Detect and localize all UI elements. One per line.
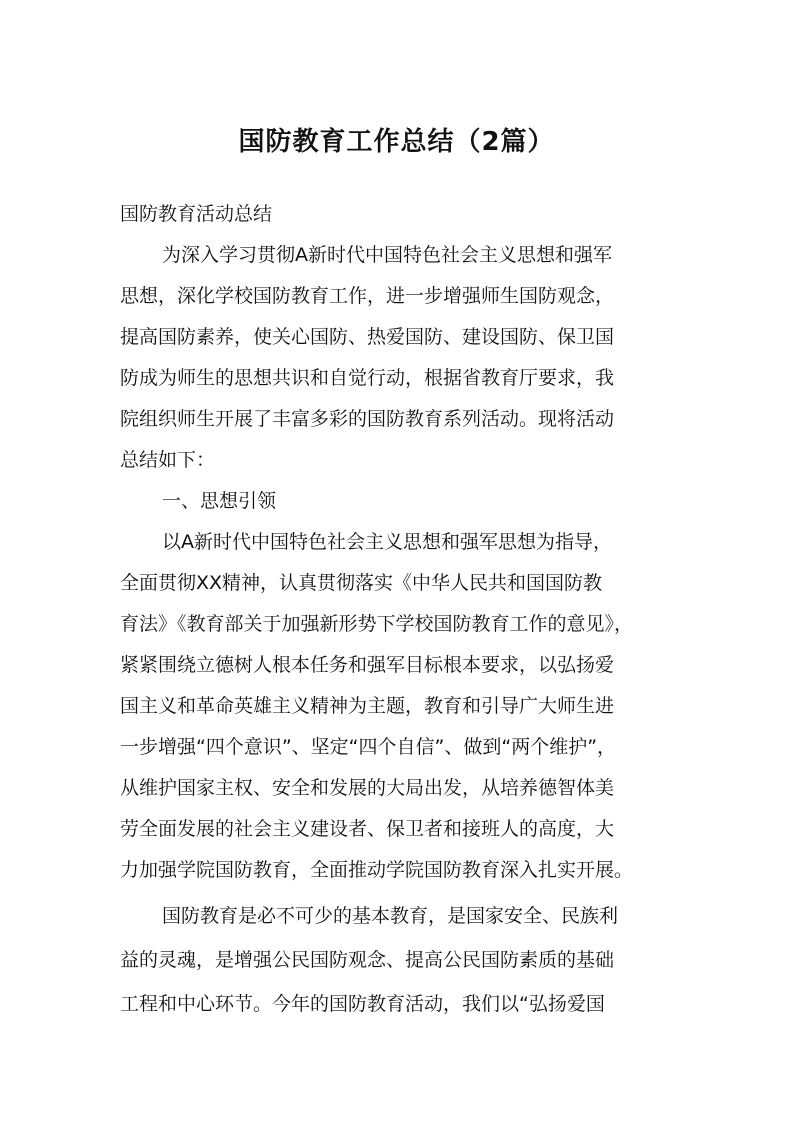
paragraph-line: 力加强学院国防教育，全面推动学院国防教育深入扎实开展。 [120,859,634,881]
paragraph-line: 以A新时代中国特色社会主义思想和强军思想为指导， [162,531,612,553]
paragraph-line: 总结如下： [120,449,216,471]
paragraph-line: 国防教育是必不可少的基本教育，是国家安全、民族利 [162,905,619,927]
paragraph-line: 院组织师生开展了丰富多彩的国防教育系列活动。现将活动 [120,408,615,430]
paragraph-line: 劳全面发展的社会主义建设者、保卫者和接班人的高度，大 [120,818,615,840]
document-title: 国防教育工作总结（2篇） [238,127,555,157]
paragraph-line: 工程和中心环节。今年的国防教育活动，我们以“弘扬爱国 [120,993,605,1015]
paragraph-line: 防成为师生的思想共识和自觉行动，根据省教育厅要求，我 [120,367,615,389]
subsection-heading: 一、思想引领 [162,490,277,512]
paragraph-line: 思想，深化学校国防教育工作，进一步增强师生国防观念， [120,285,615,307]
paragraph-line: 国主义和革命英雄主义精神为主题，教育和引导广大师生进 [120,695,615,717]
section-heading: 国防教育活动总结 [120,203,273,225]
paragraph-line: 育法》《教育部关于加强新形势下学校国防教育工作的意见》， [120,613,634,635]
paragraph-line: 紧紧围绕立德树人根本任务和强军目标根本要求，以弘扬爱 [120,654,615,676]
paragraph-line: 为深入学习贯彻A新时代中国特色社会主义思想和强军 [162,244,612,266]
paragraph-line: 从维护国家主权、安全和发展的大局出发，从培养德智体美 [120,777,615,799]
paragraph-line: 益的灵魂，是增强公民国防观念、提高公民国防素质的基础 [120,949,615,971]
paragraph-line: 一步增强“四个意识”、坚定“四个自信”、做到“两个维护”， [120,736,617,758]
paragraph-line: 全面贯彻XX精神，认真贯彻落实《中华人民共和国国防教 [120,572,603,594]
paragraph-line: 提高国防素养，使关心国防、热爱国防、建设国防、保卫国 [120,326,615,348]
